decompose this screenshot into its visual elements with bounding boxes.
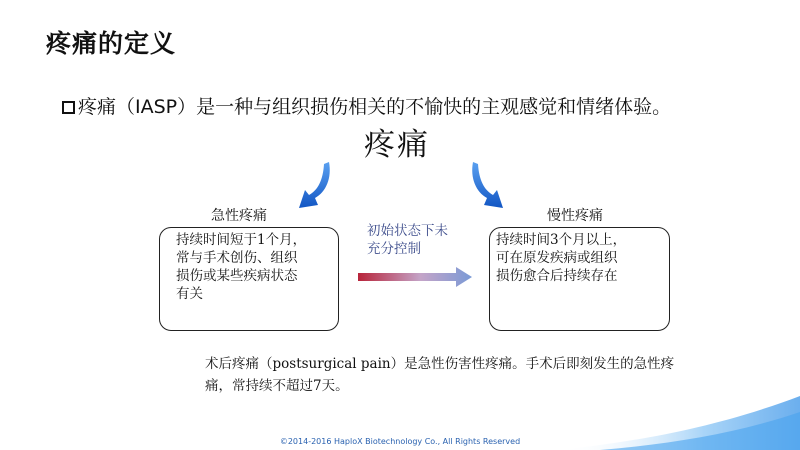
definition-line <box>62 92 671 119</box>
definition-text: 疼痛（IASP）是一种与组织损伤相关的不愉快的主观感觉和情绪体验。 <box>78 96 672 118</box>
hollow-square-bullet-icon <box>62 101 75 114</box>
center-word: 疼痛 <box>364 127 430 163</box>
chronic-pain-title: 慢性疼痛 <box>547 208 603 224</box>
postsurgical-note: 术后疼痛（postsurgical pain）是急性伤害性疼痛。手术后即刻发生的急性疼痛，常持续不超过7天。 <box>205 356 675 394</box>
copyright-footer: ©2014-2016 HaploX Biotechnology Co., All Rights Reserved <box>279 437 521 446</box>
transition-arrow-icon <box>356 266 474 288</box>
acute-pain-title: 急性疼痛 <box>211 208 267 224</box>
acute-pain-description: 持续时间短于1个月， 常与手术创伤、组织 损伤或某些疾病状态 有关 <box>176 232 307 302</box>
chronic-pain-description: 持续时间3个月以上， 可在原发疾病或组织 损伤愈合后持续存在 <box>496 232 627 284</box>
curved-arrow-down-right-icon <box>466 160 506 216</box>
page-title: 疼痛的定义 <box>46 29 177 58</box>
transition-label: 初始状态下未 充分控制 <box>367 223 448 257</box>
curved-arrow-down-left-icon <box>296 160 336 216</box>
